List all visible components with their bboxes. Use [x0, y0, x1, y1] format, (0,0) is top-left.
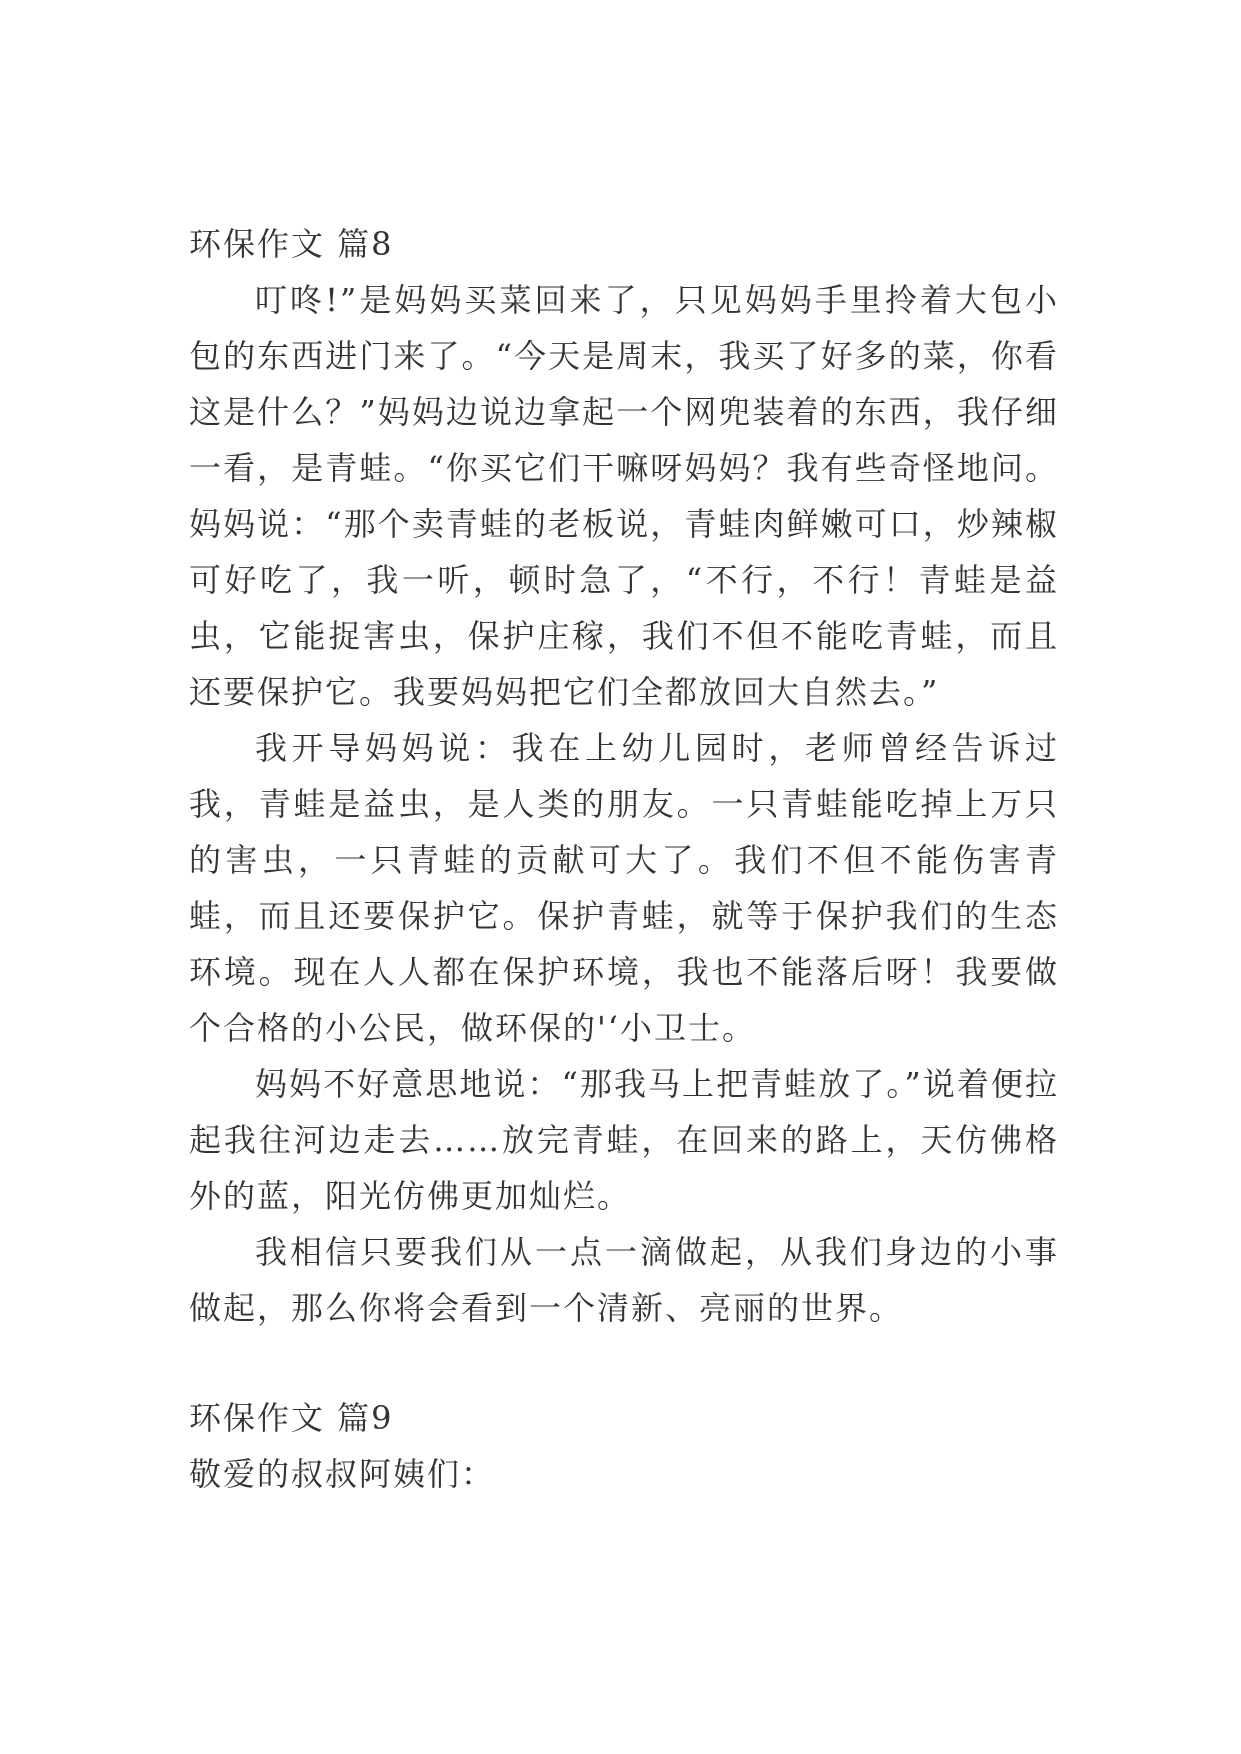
essay-section-8 [189, 216, 1059, 1336]
paragraph: 妈妈不好意思地说：“那我马上把青蛙放了。”说着便拉起我往河边走去……放完青蛙，在回来的路上，天仿佛格外的蓝，阳光仿佛更加灿烂。 [189, 1065, 1059, 1215]
section-heading: 环保作文 篇8 [189, 225, 394, 263]
salutation: 敬爱的叔叔阿姨们： [189, 1455, 496, 1493]
paragraph: 叮咚!”是妈妈买菜回来了，只见妈妈手里拎着大包小包的东西进门来了。“今天是周末，我买了好多的菜，你看这是什么？”妈妈边说边拿起一个网兜装着的东西，我仔细一看，是青蛙。“你买它们干嘛呀妈妈？我有些奇怪地问。妈妈说：“那个卖青蛙的老板说，青蛙肉鲜嫩可口，炒辣椒可好吃了，我一听，顿时急了，“不行，不行！青蛙是益虫，它能捉害虫，保护庄稼，我们不但不能吃青蛙，而且还要保护它。我要妈妈把它们全都放回大自然去。” [189, 281, 1059, 711]
document-body [189, 216, 1059, 1502]
paragraph: 我开导妈妈说：我在上幼儿园时，老师曾经告诉过我，青蛙是益虫，是人类的朋友。一只青蛙能吃掉上万只的害虫，一只青蛙的贡献可大了。我们不但不能伤害青蛙，而且还要保护它。保护青蛙，就等于保护我们的生态环境。现在人人都在保护环境，我也不能落后呀！我要做个合格的小公民，做环保的'‘小卫士。 [189, 729, 1059, 1047]
section-spacer [189, 1336, 1059, 1390]
essay-section-9 [189, 1390, 1059, 1502]
section-heading: 环保作文 篇9 [189, 1399, 394, 1437]
paragraph: 我相信只要我们从一点一滴做起，从我们身边的小事做起，那么你将会看到一个清新、亮丽的世界。 [189, 1233, 1059, 1327]
